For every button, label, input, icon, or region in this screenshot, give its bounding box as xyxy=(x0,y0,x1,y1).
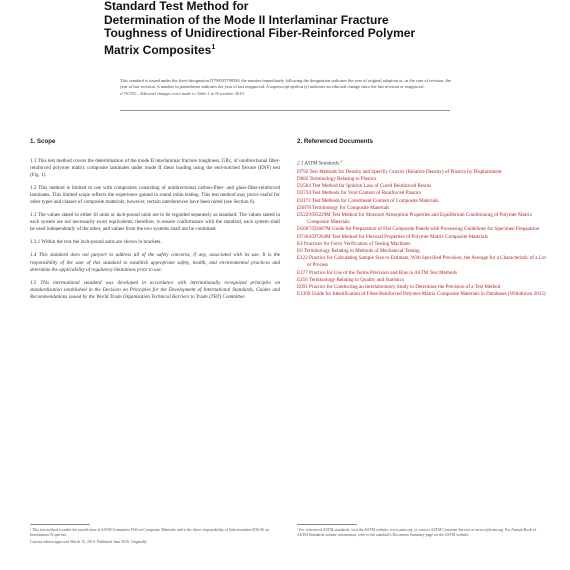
subhead-footnote-mark: 2 xyxy=(340,159,343,163)
reference-title-link[interactable]: Test Method for Flexural Properties of Polymer Matrix Composite Materials xyxy=(331,233,488,240)
reference-title-link[interactable]: Test Method for Ignition Loss of Cured Reinforced Resins xyxy=(312,183,432,190)
reference-item[interactable] xyxy=(297,198,547,205)
reference-title-link[interactable]: Terminology for Composite Materials xyxy=(312,204,390,211)
reference-title-link[interactable]: Test Methods for Void Content of Reinforced Plastics xyxy=(312,190,422,197)
reference-item[interactable] xyxy=(297,176,547,183)
reference-code-link[interactable]: D7264/D7264M xyxy=(297,233,331,240)
reference-title-link[interactable]: Guide for Preparation of Flat Composite Panels with Processing Guidelines for Specimen Preparation xyxy=(331,226,540,233)
reference-code-link[interactable]: D5687/D5687M xyxy=(297,226,331,233)
reference-item[interactable] xyxy=(297,291,547,298)
footnote: ² For referenced ASTM standards, visit the ASTM website, www.astm.org, or contact ASTM Customer Service at service@astm.org. For Annual Book of ASTM Standards volume information, refer to the standard's Document Summary page on the ASTM website. xyxy=(297,528,537,537)
editorial-note: ε¹ NOTE—Editorial changes were made to Table 1 in November 2019. xyxy=(120,91,245,97)
reference-code-link[interactable]: E4 xyxy=(297,240,303,247)
document-title xyxy=(104,0,514,57)
footnote-divider-left xyxy=(30,524,90,525)
reference-item[interactable] xyxy=(297,241,547,248)
designation-text: This standard is issued under the fixed designation D7905/D7905M; the number immediately following the designation indicates the year of original adoption or, in the case of revision, the year of last revision. A number in parentheses indicates the year of last reapproval. A superscript epsilon (ε) indicates an editorial change since the last revision or reapproval. xyxy=(120,78,451,89)
footnote: ¹ This test method is under the jurisdiction of ASTM Committee D30 on Composite Materials and is the direct responsibility of Subcommittee D30.06 on Interlaminar Properties. xyxy=(30,528,269,537)
reference-code-link[interactable]: E6 xyxy=(297,248,303,255)
astm-standards-label: 2.1 ASTM Standards: xyxy=(297,160,341,167)
reference-item[interactable] xyxy=(297,270,547,277)
reference-title-link[interactable]: Test Method for Moisture Absorption Properties and Equilibrium Conditioning of Polymer Matrix Composite Materials xyxy=(307,212,532,226)
reference-title-link[interactable]: Terminology Relating to Methods of Mechanical Testing xyxy=(303,248,420,255)
reference-item[interactable] xyxy=(297,169,547,176)
title-line: Determination of the Mode II Interlaminar Fracture xyxy=(104,12,389,27)
scope-paragraph: 1.4 This standard does not purport to address all of the safety concerns, if any, associated with its use. It is the responsibility of the user of this standard to establish appropriate safety, health, and environmental practices and determine the applicability of regulatory limitations prior to use. xyxy=(30,252,280,273)
reference-title-link[interactable]: Terminology Relating to Plastics xyxy=(309,175,377,182)
reference-code-link[interactable]: D792 xyxy=(297,168,309,175)
title-line: Standard Test Method for xyxy=(104,0,249,13)
reference-code-link[interactable]: E177 xyxy=(297,269,308,276)
reference-item[interactable] xyxy=(297,205,547,212)
astm-standards-subhead xyxy=(297,158,547,168)
scope-heading: 1. Scope xyxy=(30,138,56,145)
reference-code-link[interactable]: E1309 xyxy=(297,291,311,298)
reference-item[interactable] xyxy=(297,234,547,241)
reference-code-link[interactable]: E122 xyxy=(297,255,308,262)
footnotes-right xyxy=(297,528,547,538)
scope-section xyxy=(30,138,280,307)
reference-code-link[interactable]: D3171 xyxy=(297,197,311,204)
reference-item[interactable] xyxy=(297,226,547,233)
scope-paragraph: 1.3 The values stated in either SI units or inch-pound units are to be regarded separately as standard. The values stated in each system are not necessarily exact equivalents; therefore, to ensure conformance with the standard, each system shall be used independently of the other, and values from the two systems shall not be combined. xyxy=(30,212,280,233)
reference-item[interactable] xyxy=(297,255,547,269)
reference-item[interactable] xyxy=(297,212,547,226)
designation-statement xyxy=(120,78,455,97)
reference-title-link[interactable]: Guide for Identification of Fiber-Reinforced Polymer-Matrix Composite Materials in Databases (Withdrawn 2015) xyxy=(311,291,546,298)
reference-code-link[interactable]: D3878 xyxy=(297,204,311,211)
reference-code-link[interactable]: D883 xyxy=(297,175,309,182)
reference-item[interactable] xyxy=(297,277,547,284)
reference-title-link[interactable]: Practice for Use of the Terms Precision and Bias in ASTM Test Methods xyxy=(309,269,457,276)
referenced-documents-section xyxy=(297,138,547,299)
scope-paragraph: 1.3.1 Within the text the inch-pound units are shown in brackets. xyxy=(30,239,162,246)
scope-paragraph: 1.1 This test method covers the determination of the mode II interlaminar fracture toughness, GIIc, of unidirectional fiber-reinforced polymer matrix composite laminates under mode II shear loading using the end-notched flexure (ENF) test (Fig. 1). xyxy=(30,158,280,179)
reference-title-link[interactable]: Test Methods for Density and Specific Gravity (Relative Density) of Plastics by Displacement xyxy=(309,168,502,175)
footnote: Current edition approved March 15, 2019. Published June 2019. Originally xyxy=(30,540,147,544)
title-line: Toughness of Unidirectional Fiber-Reinforced Polymer xyxy=(104,26,416,40)
reference-title-link[interactable]: Practice for Calculating Sample Size to Estimate, With Specified Precision, the Average for a Characteristic of a Lot or Process xyxy=(307,255,546,269)
scope-paragraph: 1.5 This international standard was developed in accordance with internationally recognized principles on standardization established in the Decision on Principles for the Development of International Standards, Guides and Recommendations issued by the World Trade Organization Technical Barriers to Trade (TBT) Committee. xyxy=(30,279,280,300)
reference-title-link[interactable]: Terminology Relating to Quality and Statistics xyxy=(308,276,404,283)
footnote-divider-right xyxy=(297,524,357,525)
referenced-documents-heading: 2. Referenced Documents xyxy=(297,138,373,145)
reference-code-link[interactable]: E691 xyxy=(297,284,308,291)
intro-divider xyxy=(120,110,450,111)
reference-code-link[interactable]: D2734 xyxy=(297,190,311,197)
footnotes-left xyxy=(30,528,280,545)
reference-title-link[interactable]: Test Methods for Constituent Content of Composite Materials xyxy=(312,197,439,204)
reference-code-link[interactable]: D5229/D5229M xyxy=(297,212,331,219)
reference-title-link[interactable]: Practices for Force Verification of Testing Machines xyxy=(303,240,411,247)
reference-title-link[interactable]: Practice for Conducting an Interlaboratory Study to Determine the Precision of a Test Method xyxy=(309,284,501,291)
scope-paragraph: 1.2 This method is limited to use with composites consisting of unidirectional carbon-fiber- and glass-fiber-reinforced laminates. This limited scope reflects the experience gained in round robin testing. This test method may prove useful for other types and classes of composite materials; however, certain interferences have been noted (see Section 6). xyxy=(30,185,280,206)
reference-item[interactable] xyxy=(297,190,547,197)
title-line-text: Matrix Composites xyxy=(104,42,212,57)
reference-list xyxy=(297,169,547,299)
title-footnote-mark: 1 xyxy=(211,43,216,51)
title-line xyxy=(104,41,514,58)
reference-code-link[interactable]: D2584 xyxy=(297,183,311,190)
reference-code-link[interactable]: E456 xyxy=(297,276,308,283)
